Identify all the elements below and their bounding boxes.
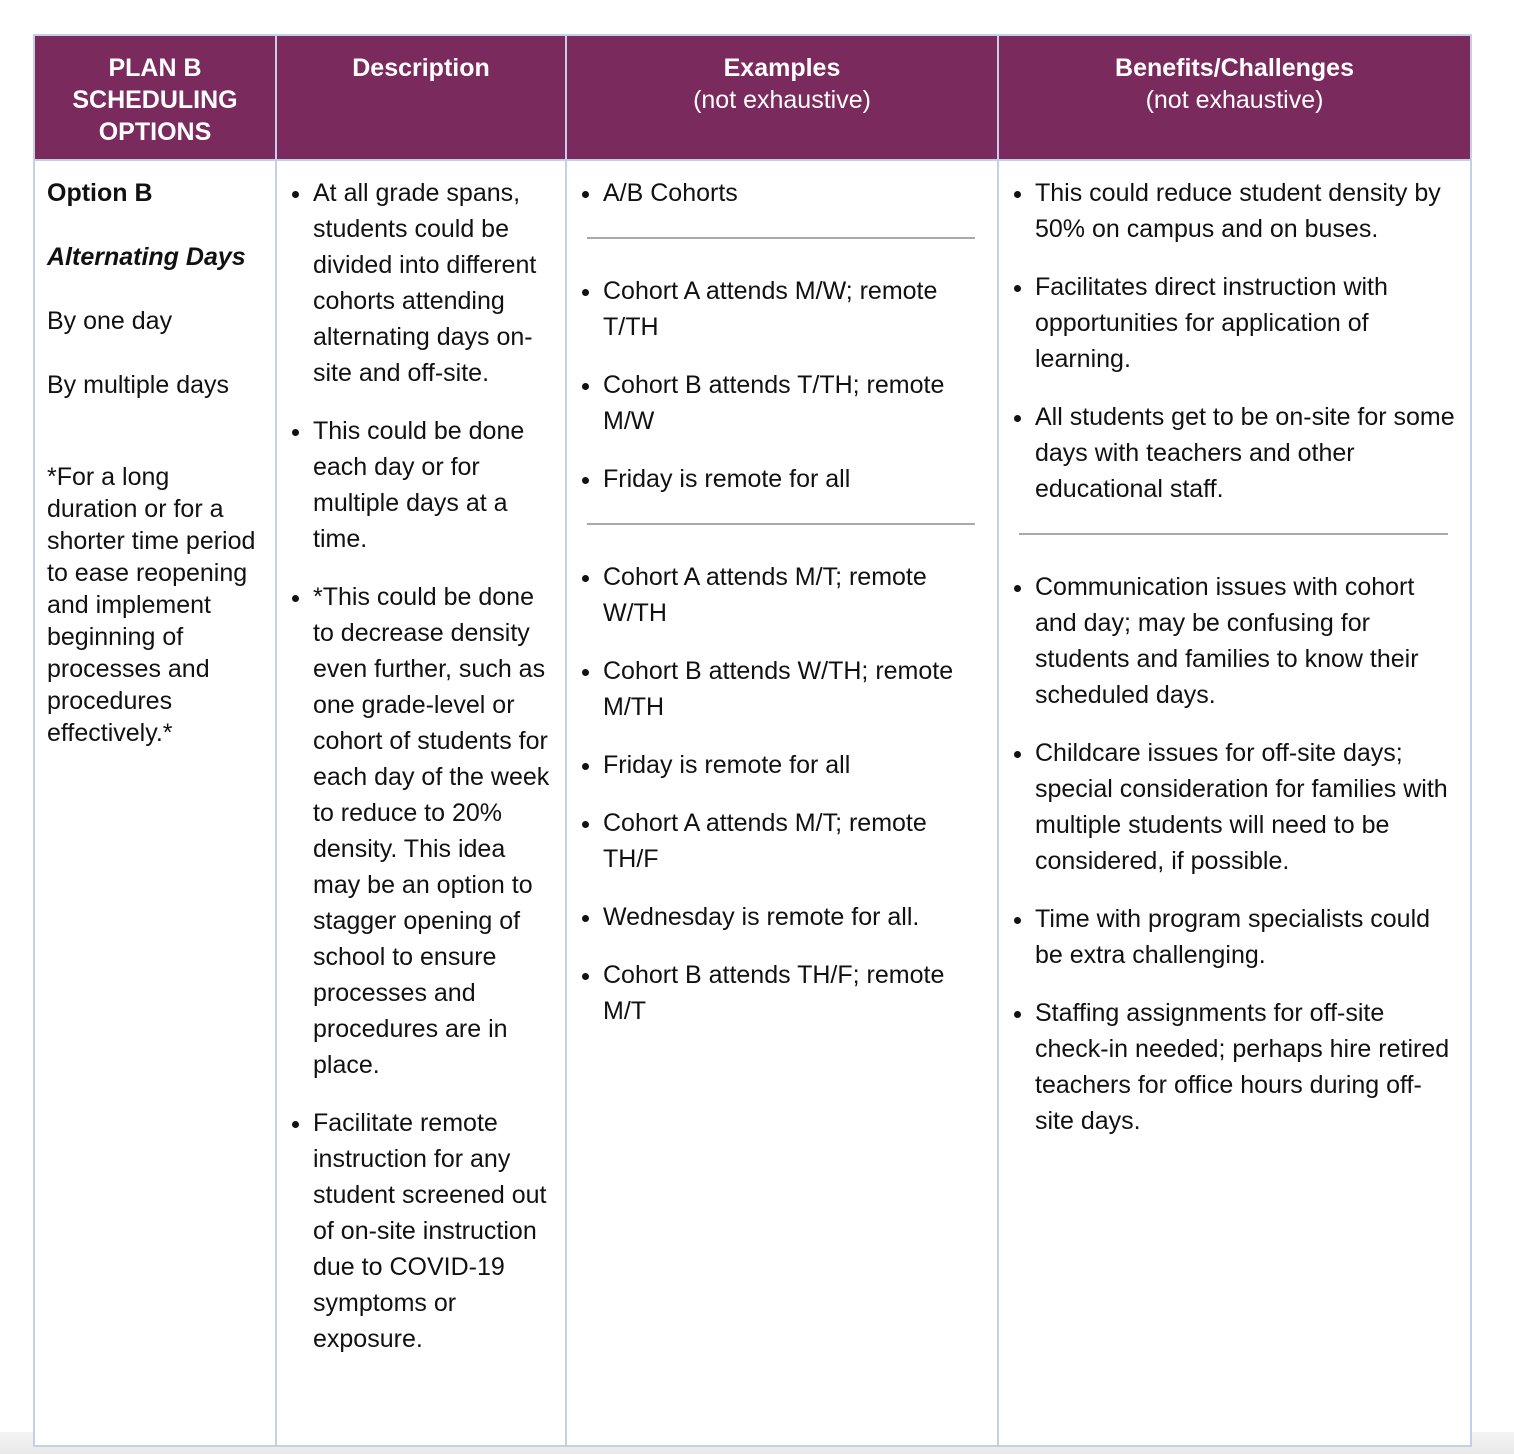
benefits-challenges-divider [1019,533,1448,535]
list-item: • Wednesday is remote for all. [603,899,983,935]
list-item: • Friday is remote for all [603,461,983,497]
list-item: • Cohort A attends M/T; remote W/TH [603,559,983,631]
benefits-challenges-cell [998,160,1471,1446]
examples-divider-1 [587,237,975,239]
option-by-one-day: By one day [47,307,173,335]
header-scheduling-options: PLAN B SCHEDULING OPTIONS [34,35,276,160]
benefits-list [999,175,1470,507]
option-cell [34,160,276,1446]
examples-divider-2 [587,523,975,525]
list-item: • Friday is remote for all [603,747,983,783]
list-item: • This could be done each day or for multiple days at a time. [313,413,555,557]
list-item: • *This could be done to decrease density even further, such as one grade-level or cohort of students for each day of the week to reduce to 20% density. This idea may be an option to stagger opening of school to ensure processes and procedures are in place. [313,579,555,1083]
examples-group-3 [567,559,997,1029]
list-item: • Childcare issues for off-site days; special consideration for families with multiple students will need to be considered, if possible. [1035,735,1456,879]
list-item: • Facilitate remote instruction for any student screened out of on-site instruction due to COVID-19 symptoms or exposure. [313,1105,555,1357]
list-item: • Cohort B attends W/TH; remote M/TH [603,653,983,725]
list-item: • This could reduce student density by 50% on campus and on buses. [1035,175,1456,247]
list-item: • Communication issues with cohort and day; may be confusing for students and families to know their scheduled days. [1035,569,1456,713]
header-benefits-title: Benefits/Challenges [1115,54,1354,82]
examples-group-2 [567,273,997,497]
list-item: • Staffing assignments for off-site check-in needed; perhaps hire retired teachers for office hours during off-site days. [1035,995,1456,1139]
list-item: • Cohort A attends M/W; remote T/TH [603,273,983,345]
header-examples [566,35,998,160]
examples-cell [566,160,998,1446]
list-item: • Time with program specialists could be extra challenging. [1035,901,1456,973]
option-b-row [34,160,1471,1446]
list-item: • Cohort B attends TH/F; remote M/T [603,957,983,1029]
header-row [34,35,1471,160]
description-cell [276,160,566,1446]
list-item: • A/B Cohorts [603,175,983,211]
header-description: Description [276,35,566,160]
option-subtitle: Alternating Days [47,243,246,271]
list-item: • All students get to be on-site for some days with teachers and other educational staff. [1035,399,1456,507]
examples-group-1 [567,175,997,211]
list-item: • Cohort A attends M/T; remote TH/F [603,805,983,877]
option-title: Option B [47,179,153,207]
header-benefits-subtitle: (not exhaustive) [1145,86,1324,114]
option-note: *For a long duration or for a shorter time period to ease reopening and implement beginning of processes and procedures effectively.* [47,463,256,747]
list-item: • Facilitates direct instruction with opportunities for application of learning. [1035,269,1456,377]
header-examples-title: Examples [723,54,841,82]
header-benefits-challenges [998,35,1471,160]
list-item: • At all grade spans, students could be divided into different cohorts attending alternating days on-site and off-site. [313,175,555,391]
header-examples-subtitle: (not exhaustive) [693,86,871,114]
option-by-multiple-days: By multiple days [47,371,230,399]
list-item: • Cohort B attends T/TH; remote M/W [603,367,983,439]
description-list [277,175,565,1357]
plan-b-table [33,34,1472,1447]
challenges-list [999,569,1470,1139]
